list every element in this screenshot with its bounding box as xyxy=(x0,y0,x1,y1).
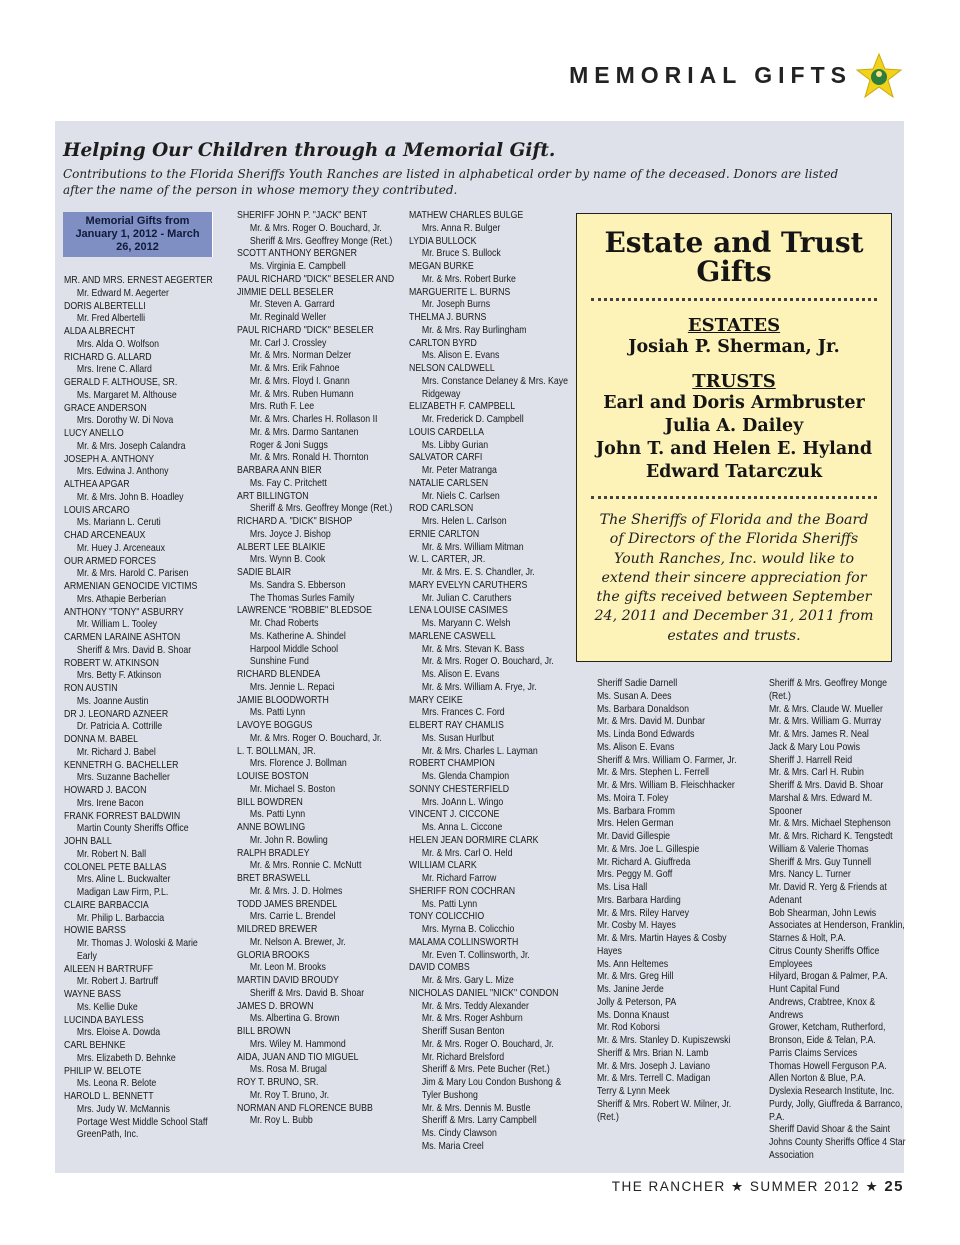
donor-entry: Martin County Sheriffs Office xyxy=(76,823,189,835)
memorial-entry: Allen Norton & Blue, P.A. xyxy=(769,1073,866,1085)
donor-entry: Sheriff & Mrs. David B. Shoar xyxy=(249,987,365,999)
donor-entry: Mr. Roy T. Bruno, Jr. xyxy=(249,1089,330,1101)
donor-entry: Mr. & Mrs. Dennis M. Bustle xyxy=(421,1102,531,1114)
dotted-divider xyxy=(591,496,877,499)
memorial-entry: ROD CARLSON xyxy=(409,503,474,515)
donor-entry: Sheriff & Mrs. Pete Bucher (Ret.) xyxy=(421,1064,550,1076)
donor-entry: GreenPath, Inc. xyxy=(76,1129,139,1141)
donor-entry: Ms. Fay C. Pritchett xyxy=(249,477,327,489)
memorial-entry: MALAMA COLLINSWORTH xyxy=(409,936,519,948)
donor-entry: Ms. Alison E. Evans xyxy=(421,669,500,680)
donor-entry: Mr. Steven A. Garrard xyxy=(249,299,335,311)
memorial-entry: Mr. & Mrs. Stephen L. Ferrell xyxy=(597,767,709,779)
donor-entry: Ms. Albertina G. Brown xyxy=(249,1013,340,1025)
memorial-entry: THELMA J. BURNS xyxy=(409,312,487,323)
memorial-entry: ROY T. BRUNO, SR. xyxy=(237,1077,319,1088)
memorial-entry: BRET BRASWELL xyxy=(237,873,311,884)
memorial-entry: JAMIE BLOODWORTH xyxy=(237,694,329,706)
donor-entry: Mrs. Myrna B. Colicchio xyxy=(421,924,515,935)
donor-entry: Mrs. Betty F. Atkinson xyxy=(76,670,162,682)
donor-entry: Ms. Mariann L. Ceruti xyxy=(76,517,161,529)
donor-entry: Mr. Huey J. Arceneaux xyxy=(76,542,166,554)
donor-entry: Mr. & Mrs. William Mitman xyxy=(421,541,524,553)
donor-entry: Ms. Patti Lynn xyxy=(249,809,306,821)
memorial-entry: Mrs. Peggy M. Goff xyxy=(597,869,673,881)
memorial-entry: MARLENE CASWELL xyxy=(409,630,496,642)
date-range-box: Memorial Gifts from January 1, 2012 - March 26, 2012 xyxy=(63,212,213,257)
panel-intro: Contributions to the Florida Sheriffs Youth Ranches are listed in alphabetical order by name of the deceased. Donors are listed after the name of the person in whose memory they contributed. xyxy=(63,167,839,197)
donor-entry: Mr. & Mrs. John B. Hoadley xyxy=(76,491,184,503)
memorial-entry: Mr. & Mrs. William B. Fleischhacker xyxy=(597,780,735,791)
trusts-heading: TRUSTS xyxy=(692,371,776,392)
memorial-entry: LOUISE BOSTON xyxy=(237,771,309,782)
memorial-entry: Jolly & Peterson, PA xyxy=(597,996,677,1008)
donor-entry: Mr. Julian C. Caruthers xyxy=(421,592,512,604)
memorial-entry: AILEEN H BARTRUFF xyxy=(64,963,153,975)
donor-entry: Mr. Edward M. Aegerter xyxy=(76,287,169,299)
trust-name: Edward Tatarczuk xyxy=(645,462,823,482)
donor-entry: Ms. Joanne Austin xyxy=(76,695,149,707)
donor-entry: Mr. & Mrs. Ray Burlingham xyxy=(421,324,527,336)
memorial-entry: JOSEPH A. ANTHONY xyxy=(64,453,155,465)
memorial-entry: Mr. & Mrs. Michael Stephenson xyxy=(769,818,891,830)
donor-entry: Ms. Rosa M. Brugal xyxy=(249,1064,327,1076)
memorial-column-1 xyxy=(64,275,215,1142)
memorial-entry: LENA LOUISE CASIMES xyxy=(409,605,508,617)
memorial-entry: ROBERT W. ATKINSON xyxy=(64,657,159,669)
donor-entry: Mr. & Mrs. Carl O. Held xyxy=(421,847,513,859)
publication-name: THE RANCHER xyxy=(611,1179,726,1194)
donor-entry: Mr. & Mrs. Roger O. Bouchard, Jr. xyxy=(421,656,554,668)
memorial-entry: Marshal & Mrs. Edward M. Spooner xyxy=(769,792,873,817)
memorial-entry: TODD JAMES BRENDEL xyxy=(237,898,338,910)
memorial-entry: Ms. Ann Heltemes xyxy=(597,958,669,970)
donor-entry: Mr. Carl J. Crossley xyxy=(249,337,327,349)
donor-entry: Mr. & Mrs. Gary L. Mize xyxy=(421,975,514,986)
memorial-entry: Sheriff & Mrs. David B. Shoar xyxy=(769,780,884,791)
donor-entry: Mr. Bruce S. Bullock xyxy=(421,248,501,260)
donor-entry: Mrs. Aline L. Buckwalter xyxy=(76,874,171,886)
memorial-entry: LAWRENCE "ROBBIE" BLEDSOE xyxy=(237,605,372,617)
memorial-entry: Mr. & Mrs. Joseph J. Laviano xyxy=(597,1060,710,1072)
memorial-entry: Mr. Rod Koborsi xyxy=(597,1022,660,1034)
donor-entry: Mr. Richard J. Babel xyxy=(76,746,156,758)
trust-name: Earl and Doris Armbruster xyxy=(603,393,865,413)
donor-entry: Madigan Law Firm, P.L. xyxy=(76,887,169,898)
memorial-entry: PAUL RICHARD "DICK" BESELER AND JIMMIE DELL BESELER xyxy=(237,273,395,298)
donor-entry: Mr. Reginald Weller xyxy=(249,312,327,323)
page-number: 25 xyxy=(884,1178,904,1195)
donor-entry: Ms. Patti Lynn xyxy=(421,898,478,910)
donor-entry: Jim & Mary Lou Condon Bushong & Tyler Bushong xyxy=(421,1077,562,1101)
donor-entry: Mr. & Mrs. Ruben Humann xyxy=(249,388,354,400)
memorial-entry: BILL BOWDREN xyxy=(237,796,303,808)
donor-entry: Mr. Chad Roberts xyxy=(249,618,319,629)
donor-entry: Mr. Leon M. Brooks xyxy=(249,962,326,974)
memorial-entry: SHERIFF JOHN P. "JACK" BENT xyxy=(237,210,368,221)
memorial-entry: Mr. & Mrs. Greg Hill xyxy=(597,971,674,983)
donor-entry: Ms. Kellie Duke xyxy=(76,1001,138,1013)
memorial-entry: L. T. BOLLMAN, JR. xyxy=(237,745,316,757)
memorial-entry: Sheriff & Mrs. William O. Farmer, Jr. xyxy=(597,754,737,766)
memorial-entry: MR. AND MRS. ERNEST AEGERTER xyxy=(64,275,213,286)
memorial-entry: DORIS ALBERTELLI xyxy=(64,300,146,312)
donor-entry: Mrs. Jennie L. Repaci xyxy=(249,681,335,693)
estate-box-title: Estate and Trust Gifts xyxy=(604,226,864,288)
memorial-entry: Grower, Ketcham, Rutherford, Bronson, Eide & Telan, P.A. xyxy=(769,1022,886,1046)
memorial-entry: Mr. Cosby M. Hayes xyxy=(597,920,676,932)
memorial-entry: LOUIS ARCARO xyxy=(64,504,130,516)
memorial-entry: Mr. & Mrs. Joe L. Gillespie xyxy=(597,843,700,855)
donor-entry: Mrs. Irene C. Allard xyxy=(76,364,152,376)
memorial-entry: Mrs. Helen German xyxy=(597,818,674,830)
memorial-entry: Mr. & Mrs. David M. Dunbar xyxy=(597,716,706,728)
donor-entry: Mr. Joseph Burns xyxy=(421,299,491,311)
memorial-entry: OUR ARMED FORCES xyxy=(64,555,157,567)
donor-entry: Mrs. Suzanne Bacheller xyxy=(76,772,170,784)
donor-entry: Mrs. Florence J. Bollman xyxy=(249,758,347,770)
memorial-entry: MEGAN BURKE xyxy=(409,261,474,272)
donor-entry: Mrs. Ruth F. Lee xyxy=(249,401,315,413)
donor-entry: Mr. William L. Tooley xyxy=(76,619,158,631)
memorial-entry: NATALIE CARLSEN xyxy=(409,477,489,489)
memorial-entry: SALVATOR CARFI xyxy=(409,452,483,464)
estate-name: Josiah P. Sherman, Jr. xyxy=(628,337,840,357)
donor-entry: Mr. Richard Brelsford xyxy=(421,1051,505,1063)
donor-entry: Mr. Robert N. Ball xyxy=(76,848,147,860)
memorial-entry: Ms. Moira T. Foley xyxy=(597,792,669,804)
donor-entry: Mr. & Mrs. Robert Burke xyxy=(421,273,516,285)
memorial-entry: SCOTT ANTHONY BERGNER xyxy=(237,248,357,260)
memorial-entry: Ms. Lisa Hall xyxy=(597,882,648,893)
memorial-entry: Mr. & Mrs. Martin Hayes & Cosby Hayes xyxy=(597,933,727,957)
donor-entry: Ms. Libby Gurian xyxy=(421,439,489,451)
memorial-entry: HOWIE BARSS xyxy=(64,925,126,937)
memorial-entry: MARY EVELYN CARUTHERS xyxy=(409,579,528,591)
memorial-entry: Mr. & Mrs. Terrell C. Madigan xyxy=(597,1073,711,1085)
donor-entry: Mr. & Mrs. Harold C. Parisen xyxy=(76,568,189,580)
donor-entry: Sheriff & Mrs. David B. Shoar xyxy=(76,644,192,656)
memorial-entry: LUCINDA BAYLESS xyxy=(64,1014,144,1026)
memorial-entry: Mr. & Mrs. Carl H. Rubin xyxy=(769,767,864,779)
memorial-entry: SHERIFF RON COCHRAN xyxy=(409,885,516,897)
memorial-entry: HOWARD J. BACON xyxy=(64,785,147,796)
memorial-entry: Mr. & Mrs. William G. Murray xyxy=(769,716,881,728)
memorial-entry: RICHARD A. "DICK" BISHOP xyxy=(237,516,353,527)
memorial-column-3 xyxy=(409,210,576,1154)
memorial-entry: NORMAN AND FLORENCE BUBB xyxy=(237,1102,373,1114)
memorial-entry: GRACE ANDERSON xyxy=(64,402,147,414)
donor-entry: Sheriff & Mrs. Geoffrey Monge (Ret.) xyxy=(249,503,393,515)
memorial-entry: NICHOLAS DANIEL "NICK" CONDON xyxy=(409,987,559,999)
memorial-entry: PHILIP W. BELOTE xyxy=(64,1065,142,1077)
trust-name: Julia A. Dailey xyxy=(664,416,804,436)
donor-entry: Ms. Maryann C. Welsh xyxy=(421,618,511,629)
memorial-entry: Mr. David Gillespie xyxy=(597,831,671,842)
donor-entry: Mr. & Mrs. Roger O. Bouchard, Jr. xyxy=(421,1038,554,1050)
memorial-entry: Ms. Alison E. Evans xyxy=(597,741,675,753)
memorial-entry: ANTHONY "TONY" ASBURRY xyxy=(64,606,184,618)
memorial-entry: CARMEN LARAINE ASHTON xyxy=(64,632,181,643)
donor-entry: Mrs. Alda O. Wolfson xyxy=(76,338,160,350)
donor-entry: Mr. John R. Bowling xyxy=(249,834,328,846)
donor-entry: Mr. Thomas J. Woloski & Marie Early xyxy=(76,938,198,962)
memorial-entry: ALBERT LEE BLAIKIE xyxy=(237,541,326,553)
memorial-entry: DONNA M. BABEL xyxy=(64,734,139,745)
separator-star-icon: ★ xyxy=(865,1179,880,1194)
memorial-entry: Hilyard, Brogan & Palmer, P.A. xyxy=(769,971,888,983)
memorial-entry: Dyslexia Research Institute, Inc. xyxy=(769,1086,895,1097)
memorial-entry: Mrs. Nancy L. Turner xyxy=(769,869,851,881)
memorial-entry: Mr. & Mrs. James R. Neal xyxy=(769,729,869,740)
memorial-entry: William & Valerie Thomas xyxy=(769,843,869,855)
memorial-entry: Purdy, Jolly, Giuffreda & Barranco, P.A. xyxy=(769,1098,903,1123)
donor-entry: Ms. Virginia E. Campbell xyxy=(249,261,346,272)
memorial-entry: RON AUSTIN xyxy=(64,683,118,694)
memorial-entry: MARGUERITE L. BURNS xyxy=(409,286,511,298)
appreciation-note: The Sheriffs of Florida and the Board of Directors of the Florida Sheriffs Youth Ranches, Inc. would like to extend their sincere appreciation for the gifts received between September 24, 2011 and December 31, 2011 from estates and trusts. xyxy=(594,512,874,644)
memorial-column-4 xyxy=(597,678,745,1124)
memorial-entry: ALTHEA APGAR xyxy=(64,479,130,490)
memorial-entry: SADIE BLAIR xyxy=(237,567,292,578)
memorial-entry: ROBERT CHAMPION xyxy=(409,758,495,770)
donor-entry: The Thomas Surles Family xyxy=(249,592,355,604)
memorial-entry: COLONEL PETE BALLAS xyxy=(64,861,167,873)
donor-entry: Mrs. Eloise A. Dowda xyxy=(76,1027,161,1039)
donor-entry: Mr. Roy L. Bubb xyxy=(249,1115,313,1127)
donor-entry: Mrs. Edwina J. Anthony xyxy=(76,466,169,478)
memorial-entry: MILDRED BREWER xyxy=(237,924,318,935)
memorial-entry: ALDA ALBRECHT xyxy=(64,326,136,337)
donor-entry: Mrs. JoAnn L. Wingo xyxy=(421,796,504,808)
memorial-column-5 xyxy=(769,678,907,1163)
donor-entry: Sheriff Susan Benton xyxy=(421,1026,505,1037)
memorial-entry: JOHN BALL xyxy=(64,836,112,847)
memorial-entry: Mrs. Barbara Harding xyxy=(597,894,681,906)
donor-entry: Mr. & Mrs. Roger Ashburn xyxy=(421,1013,523,1025)
memorial-entry: ANNE BOWLING xyxy=(237,822,306,833)
memorial-entry: Ms. Donna Knaust xyxy=(597,1009,670,1021)
donor-entry: Mr. & Mrs. Erik Fahnoe xyxy=(249,363,340,374)
memorial-entry: Terry & Lynn Meek xyxy=(597,1086,670,1097)
donor-entry: Ms. Susan Hurlbut xyxy=(421,732,494,744)
donor-entry: Mrs. Dorothy W. Di Nova xyxy=(76,415,174,427)
memorial-entry: Sheriff & Mrs. Brian N. Lamb xyxy=(597,1047,709,1059)
donor-entry: Ms. Sandra S. Ebberson xyxy=(249,579,346,591)
donor-entry: Mr. Niels C. Carlsen xyxy=(421,490,500,502)
memorial-entry: Sheriff & Mrs. Geoffrey Monge (Ret.) xyxy=(769,678,888,702)
donor-entry: Mrs. Elizabeth D. Behnke xyxy=(76,1052,176,1064)
separator-star-icon: ★ xyxy=(731,1179,745,1194)
memorial-entry: CARLTON BYRD xyxy=(409,337,477,349)
memorial-entry: RICHARD G. ALLARD xyxy=(64,351,152,363)
memorial-entry: Andrews, Crabtree, Knox & Andrews xyxy=(769,996,876,1021)
memorial-entry: Jack & Mary Lou Powis xyxy=(769,741,861,753)
donor-entry: Mrs. Joyce J. Bishop xyxy=(249,528,331,540)
memorial-entry: GLORIA BROOKS xyxy=(237,949,310,961)
memorial-entry: CLAIRE BARBACCIA xyxy=(64,899,149,911)
memorial-column-2 xyxy=(237,210,406,1128)
donor-entry: Ms. Glenda Champion xyxy=(421,771,510,782)
memorial-entry: Ms. Linda Bond Edwards xyxy=(597,729,695,740)
memorial-entry: MATHEW CHARLES BULGE xyxy=(409,210,524,221)
memorial-entry: Bob Shearman, John Lewis Associates at Henderson, Franklin, Starnes & Holt, P.A. xyxy=(769,907,905,944)
memorial-entry: LUCY ANELLO xyxy=(64,428,124,439)
donor-entry: Mrs. Frances C. Ford xyxy=(421,707,505,719)
donor-entry: Harpool Middle School xyxy=(249,643,339,655)
memorial-entry: Ms. Barbara Donaldson xyxy=(597,703,690,715)
memorial-entry: ERNIE CARLTON xyxy=(409,528,480,540)
donor-entry: Ms. Anna L. Ciccone xyxy=(421,822,503,833)
donor-entry: Mrs. Wiley M. Hammond xyxy=(249,1038,346,1050)
memorial-entry: ELBERT RAY CHAMLIS xyxy=(409,720,504,731)
memorial-entry: Hunt Capital Fund xyxy=(769,984,840,995)
donor-entry: Mr. Peter Matranga xyxy=(421,465,497,476)
memorial-entry: KENNETRH G. BACHELLER xyxy=(64,759,179,771)
donor-entry: Mr. & Mrs. Stevan K. Bass xyxy=(421,643,525,655)
panel-title: Helping Our Children through a Memorial Gift. xyxy=(63,140,556,161)
donor-entry: Mrs. Athapie Berberian xyxy=(76,593,167,605)
donor-entry: Mr. & Mrs. Teddy Alexander xyxy=(421,1000,529,1012)
sheriff-star-icon xyxy=(855,53,903,99)
donor-entry: Mr. & Mrs. Charles L. Layman xyxy=(421,745,538,757)
donor-entry: Mr. Nelson A. Brewer, Jr. xyxy=(249,936,346,948)
donor-entry: Mr. & Mrs. Joseph Calandra xyxy=(76,440,186,452)
donor-entry: Mrs. Carrie L. Brendel xyxy=(249,911,336,923)
donor-entry: Portage West Middle School Staff xyxy=(76,1116,208,1128)
memorial-entry: Thomas Howell Ferguson P.A. xyxy=(769,1060,887,1072)
donor-entry: Mrs. Helen L. Carlson xyxy=(421,516,507,527)
donor-entry: Dr. Patricia A. Cottrille xyxy=(76,721,163,733)
donor-entry: Mrs. Irene Bacon xyxy=(76,797,144,809)
memorial-entry: PAUL RICHARD "DICK" BESELER xyxy=(237,324,374,336)
donor-entry: Ms. Patti Lynn xyxy=(249,707,306,719)
memorial-entry: CHAD ARCENEAUX xyxy=(64,530,146,541)
memorial-entry: ARMENIAN GENOCIDE VICTIMS xyxy=(64,581,198,592)
donor-entry: Ms. Margaret M. Althouse xyxy=(76,389,177,401)
issue-label: SUMMER 2012 xyxy=(749,1179,861,1194)
donor-entry: Mrs. Wynn B. Cook xyxy=(249,554,326,566)
donor-entry: Mr. Richard Farrow xyxy=(421,873,497,884)
memorial-entry: Mr. David R. Yerg & Friends at Adenant xyxy=(769,882,887,906)
memorial-entry: NELSON CALDWELL xyxy=(409,363,495,374)
memorial-entry: Ms. Janine Jerde xyxy=(597,984,664,995)
memorial-entry: Parris Claims Services xyxy=(769,1047,858,1059)
dotted-divider xyxy=(591,298,877,301)
memorial-entry: WILLIAM CLARK xyxy=(409,860,477,872)
memorial-entry: DR J. LEONARD AZNEER xyxy=(64,708,169,720)
donor-entry: Sunshine Fund xyxy=(249,656,309,668)
donor-entry: Mr. & Mrs. Darmo Santanen xyxy=(249,426,359,438)
donor-entry: Mr. & Mrs. E. S. Chandler, Jr. xyxy=(421,567,535,578)
donor-entry: Mr. Even T. Collinsworth, Jr. xyxy=(421,949,530,961)
estate-trust-box xyxy=(576,213,892,662)
memorial-entry: DAVID COMBS xyxy=(409,962,470,974)
donor-entry: Mr. & Mrs. Roger O. Bouchard, Jr. xyxy=(249,222,382,234)
donor-entry: Mr. & Mrs. William A. Frye, Jr. xyxy=(421,681,537,693)
memorial-entry: Mr. Richard A. Giuffreda xyxy=(597,856,691,868)
donor-entry: Mrs. Anna R. Bulger xyxy=(421,222,501,234)
memorial-entry: W. L. CARTER, JR. xyxy=(409,554,486,566)
memorial-entry: Mr. & Mrs. Claude W. Mueller xyxy=(769,703,883,715)
memorial-entry: Ms. Barbara Fromm xyxy=(597,805,675,817)
memorial-entry: RALPH BRADLEY xyxy=(237,847,310,859)
donor-entry: Ms. Leona R. Belote xyxy=(76,1078,157,1090)
donor-entry: Ms. Alison E. Evans xyxy=(421,350,500,362)
memorial-entry: RICHARD BLENDEA xyxy=(237,669,321,680)
memorial-entry: Sheriff David Shoar & the Saint Johns County Sheriffs Office 4 Star Association xyxy=(769,1124,906,1161)
memorial-entry: VINCENT J. CICCONE xyxy=(409,809,500,821)
donor-entry: Ms. Cindy Clawson xyxy=(421,1128,497,1139)
memorial-entry: Sheriff & Mrs. Guy Tunnell xyxy=(769,856,872,868)
estates-heading: ESTATES xyxy=(687,315,781,336)
memorial-entry: WAYNE BASS xyxy=(64,989,121,1000)
trust-name: John T. and Helen E. Hyland xyxy=(595,439,873,459)
donor-entry: Mr. Robert J. Bartruff xyxy=(76,976,159,988)
memorial-entry: Sheriff & Mrs. Robert W. Milner, Jr. (Ret.) xyxy=(597,1098,732,1123)
memorial-entry: Citrus County Sheriffs Office Employees xyxy=(769,945,880,970)
donor-entry: Mr. & Mrs. Floyd I. Gnann xyxy=(249,375,350,387)
donor-entry: Mr. & Mrs. Norman Delzer xyxy=(249,350,352,362)
donor-entry: Mrs. Judy W. McMannis xyxy=(76,1103,170,1115)
donor-entry: Ms. Maria Creel xyxy=(421,1140,484,1152)
memorial-entry: HELEN JEAN DORMIRE CLARK xyxy=(409,834,539,846)
memorial-entry: MARY CEIKE xyxy=(409,694,463,706)
donor-entry: Sheriff & Mrs. Geoffrey Monge (Ret.) xyxy=(249,235,393,247)
donor-entry: Mr. & Mrs. Ronnie C. McNutt xyxy=(249,860,362,872)
donor-entry: Mr. Frederick D. Campbell xyxy=(421,414,524,425)
donor-entry: Mr. Michael S. Boston xyxy=(249,783,336,795)
memorial-entry: BILL BROWN xyxy=(237,1026,291,1037)
memorial-entry: SONNY CHESTERFIELD xyxy=(409,783,510,795)
donor-entry: Ms. Katherine A. Shindel xyxy=(249,630,346,642)
donor-entry: Mrs. Constance Delaney & Mrs. Kaye Ridgeway xyxy=(421,375,568,400)
donor-entry: Mr. & Mrs. J. D. Holmes xyxy=(249,885,343,897)
donor-entry: Mr. Fred Albertelli xyxy=(76,313,146,325)
memorial-entry: TONY COLICCHIO xyxy=(409,911,485,923)
memorial-entry: FRANK FORREST BALDWIN xyxy=(64,810,181,822)
memorial-entry: HAROLD L. BENNETT xyxy=(64,1091,154,1102)
memorial-entry: ELIZABETH F. CAMPBELL xyxy=(409,401,516,413)
memorial-entry: BARBARA ANN BIER xyxy=(237,465,322,476)
donor-entry: Mr. & Mrs. Roger O. Bouchard, Jr. xyxy=(249,732,382,744)
memorial-entry: Mr. & Mrs. Stanley D. Kupiszewski xyxy=(597,1035,731,1046)
memorial-entry: Mr. & Mrs. Richard K. Tengstedt xyxy=(769,831,893,842)
memorial-entry: Ms. Susan A. Dees xyxy=(597,690,672,702)
memorial-entry: Sheriff Sadie Darnell xyxy=(597,678,678,689)
donor-entry: Mr. Philip L. Barbaccia xyxy=(76,912,165,924)
memorial-entry: LOUIS CARDELLA xyxy=(409,426,484,438)
donor-entry: Sheriff & Mrs. Larry Campbell xyxy=(421,1115,537,1127)
memorial-entry: JAMES D. BROWN xyxy=(237,1000,314,1012)
donor-entry: Roger & Joni Suggs xyxy=(249,439,328,451)
donor-entry: Mr. & Mrs. Charles H. Rollason II xyxy=(249,414,378,425)
donor-entry: Mr. & Mrs. Ronald H. Thornton xyxy=(249,452,369,464)
memorial-entry: AIDA, JUAN AND TIO MIGUEL xyxy=(237,1051,359,1063)
section-title: MEMORIAL GIFTS xyxy=(569,62,852,88)
memorial-entry: Sheriff J. Harrell Reid xyxy=(769,754,853,766)
memorial-entry: MARTIN DAVID BROUDY xyxy=(237,975,339,986)
memorial-entry: LYDIA BULLOCK xyxy=(409,235,477,247)
memorial-entry: LAVOYE BOGGUS xyxy=(237,720,313,731)
memorial-entry: CARL BEHNKE xyxy=(64,1040,126,1051)
memorial-entry: Mr. & Mrs. Riley Harvey xyxy=(597,907,690,919)
memorial-entry: GERALD F. ALTHOUSE, SR. xyxy=(64,377,178,388)
page-footer xyxy=(612,1178,904,1195)
memorial-entry: ART BILLINGTON xyxy=(237,490,309,502)
